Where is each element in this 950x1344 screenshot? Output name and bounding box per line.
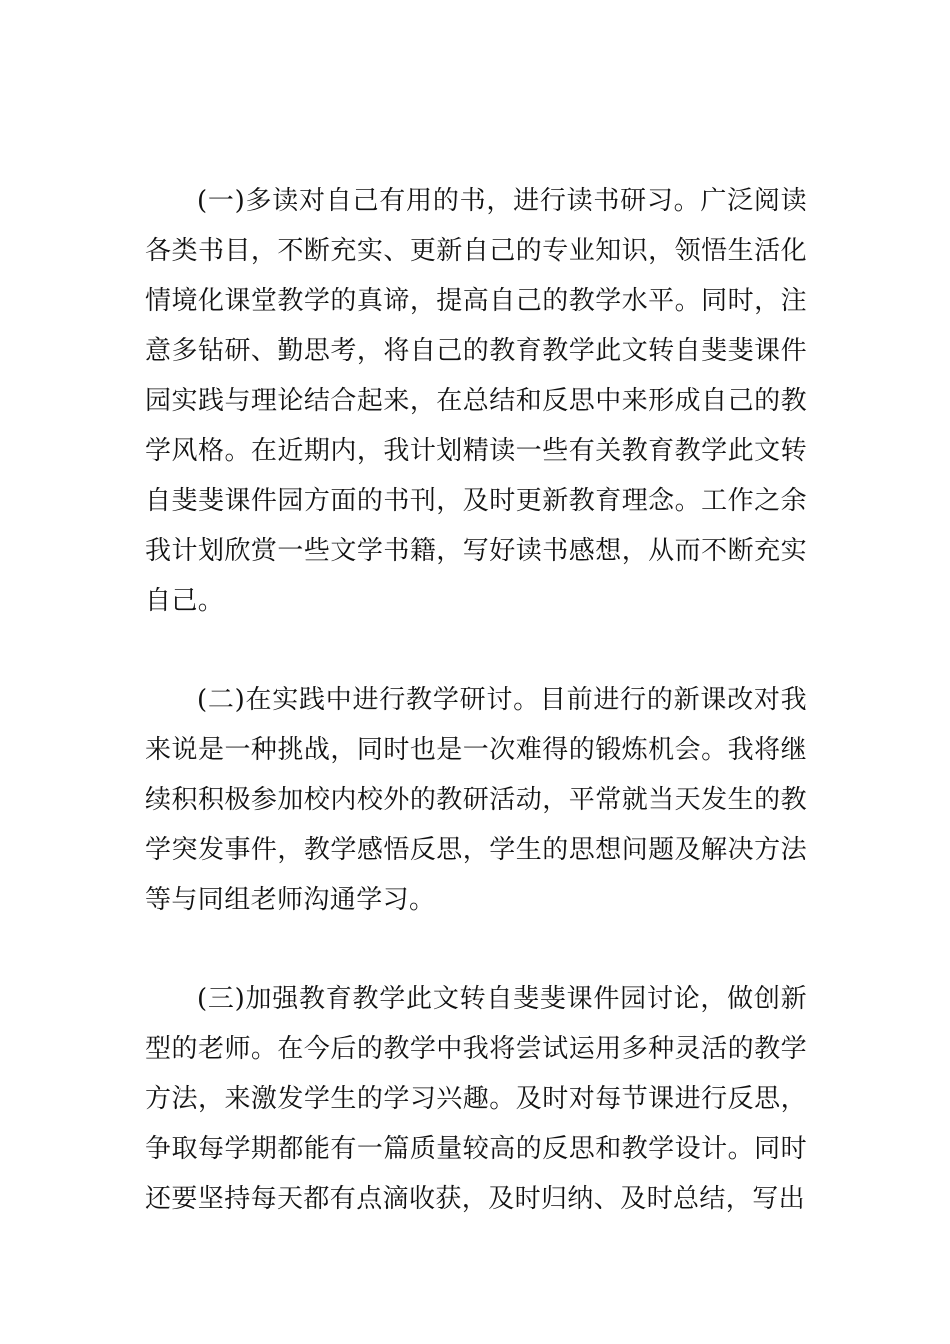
paragraph-reading-study: (一)多读对自己有用的书，进行读书研习。广泛阅读各类书目，不断充实、更新自己的专业知识，领悟生活化情境化课堂教学的真谛，提高自己的教学水平。同时，注意多钻研、勤思考，将自己的教育教学此文转自斐斐课件园实践与理论结合起来，在总结和反思中来形成自己的教学风格。在近期内，我计划精读一些有关教育教学此文转自斐斐课件园方面的书刊，及时更新教育理念。工作之余我计划欣赏一些文学书籍，写好读书感想，从而不断充实自己。: [145, 186, 807, 616]
paragraph-teaching-research: (二)在实践中进行教学研讨。目前进行的新课改对我来说是一种挑战，同时也是一次难得的锻炼机会。我将继续积积极参加校内校外的教研活动，平常就当天发生的教学突发事件，教学感悟反思，学生的思想问题及解决方法等与同组老师沟通学习。: [145, 685, 807, 915]
paragraph-innovative-teacher: (三)加强教育教学此文转自斐斐课件园讨论，做创新型的老师。在今后的教学中我将尝试运用多种灵活的教学方法，来激发学生的学习兴趣。及时对每节课进行反思，争取每学期都能有一篇质量较高的反思和教学设计。同时还要坚持每天都有点滴收获，及时归纳、及时总结，写出: [145, 984, 807, 1214]
document-body: [145, 176, 807, 1224]
